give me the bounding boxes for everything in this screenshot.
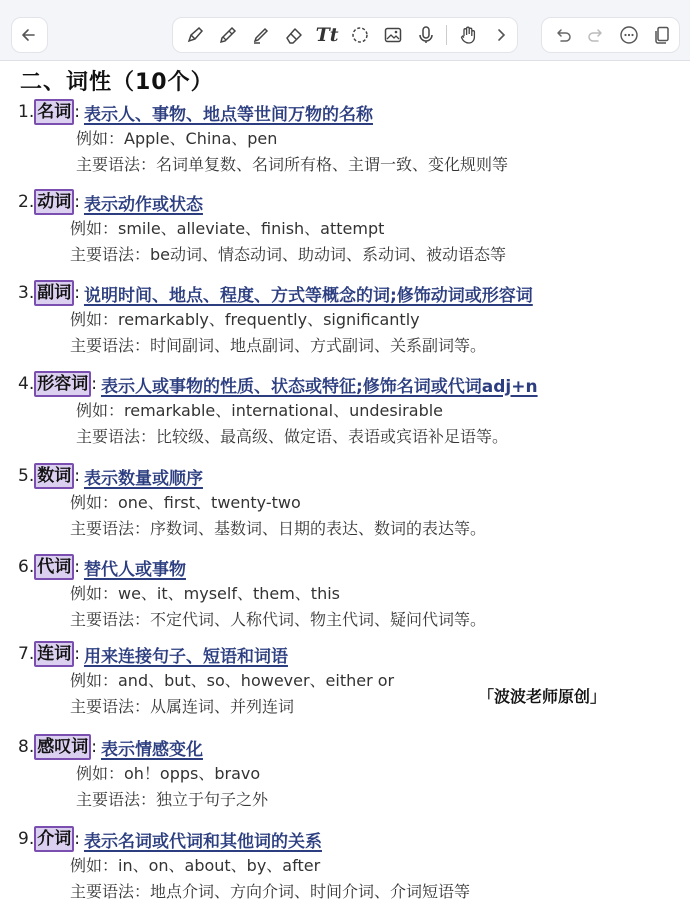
entry-example: 例如：in、on、about、by、after — [70, 856, 321, 875]
entry-definition: 表示人或事物的性质、状态或特征;修饰名词或代词adj+n — [100, 376, 538, 397]
entry-definition: 表示情感变化 — [100, 739, 203, 760]
eraser-icon[interactable] — [278, 17, 311, 53]
entry-item — [18, 370, 678, 450]
entry-grammar: 主要语法：地点介词、方向介词、时间介词、介词短语等 — [70, 882, 471, 901]
entry-heading — [18, 733, 678, 761]
entry-term: 动词 — [34, 189, 74, 215]
undo-icon[interactable] — [546, 17, 579, 53]
entry-colon: : — [74, 466, 80, 486]
entry-number: 8. — [18, 737, 35, 757]
text-tool-glyph: Tt — [315, 24, 339, 46]
entry-term: 连词 — [34, 641, 74, 667]
entry-term: 代词 — [34, 554, 74, 580]
entry-number: 9. — [18, 829, 35, 849]
entry-item — [18, 98, 678, 178]
entry-example: 例如：Apple、China、pen — [76, 129, 278, 148]
entry-colon: : — [74, 829, 80, 849]
hand-icon[interactable] — [451, 17, 484, 53]
note-page — [0, 60, 690, 920]
entry-item — [18, 279, 678, 359]
entry-grammar: 主要语法：不定代词、人称代词、物主代词、疑问代词等。 — [70, 610, 487, 629]
entry-number: 1. — [18, 102, 35, 122]
entry-heading — [18, 462, 678, 490]
back-button[interactable] — [11, 17, 48, 53]
entry-example: 例如：and、but、so、however、either or — [70, 671, 395, 690]
watermark: 「波波老师原创」 — [478, 687, 607, 706]
entry-colon: : — [74, 192, 80, 212]
section-title: 二、词性（10个） — [20, 70, 214, 95]
history-controls — [541, 17, 680, 53]
entry-definition: 替代人或事物 — [83, 559, 186, 580]
entry-term: 副词 — [34, 280, 74, 306]
toolbar-divider — [446, 25, 447, 45]
entry-grammar: 主要语法：独立于句子之外 — [76, 790, 269, 809]
entry-term: 形容词 — [34, 371, 91, 397]
entry-grammar: 主要语法：序数词、基数词、日期的表达、数词的表达等。 — [70, 519, 487, 538]
text-tool-icon[interactable] — [311, 17, 344, 53]
redo-icon[interactable] — [579, 17, 612, 53]
entry-colon: : — [91, 737, 97, 757]
entry-term: 数词 — [34, 463, 74, 489]
entry-colon: : — [91, 374, 97, 394]
entry-definition: 表示人、事物、地点等世间万物的名称 — [83, 104, 373, 125]
pages-icon[interactable] — [645, 17, 678, 53]
entry-term: 感叹词 — [34, 734, 91, 760]
entry-heading — [18, 279, 678, 307]
entry-number: 5. — [18, 466, 35, 486]
entry-item — [18, 462, 678, 542]
entry-heading — [18, 640, 678, 668]
entry-colon: : — [74, 283, 80, 303]
toolbar — [0, 0, 690, 61]
entry-definition: 用来连接句子、短语和词语 — [83, 646, 288, 667]
microphone-icon[interactable] — [409, 17, 442, 53]
entry-grammar: 主要语法：时间副词、地点副词、方式副词、关系副词等。 — [70, 336, 487, 355]
entry-example: 例如：oh！opps、bravo — [76, 764, 261, 783]
entry-example: 例如：we、it、myself、them、this — [70, 584, 341, 603]
lasso-icon[interactable] — [344, 17, 377, 53]
pen-icon[interactable] — [179, 17, 212, 53]
entry-grammar: 主要语法：名词单复数、名词所有格、主谓一致、变化规则等 — [76, 155, 509, 174]
chevron-right-icon[interactable] — [484, 17, 517, 53]
entry-definition: 表示动作或状态 — [83, 194, 203, 215]
entry-heading — [18, 825, 678, 853]
image-icon[interactable] — [376, 17, 409, 53]
entry-item — [18, 825, 678, 905]
entry-item — [18, 640, 678, 720]
entry-colon: : — [74, 644, 80, 664]
pencil-icon[interactable] — [212, 17, 245, 53]
entry-heading — [18, 188, 678, 216]
entry-heading — [18, 370, 678, 398]
entry-item — [18, 553, 678, 633]
tool-palette — [172, 17, 518, 53]
entry-number: 6. — [18, 557, 35, 577]
entry-heading — [18, 98, 678, 126]
entry-grammar: 主要语法：从属连词、并列连词 — [70, 697, 295, 716]
entry-example: 例如：remarkable、international、undesirable — [76, 401, 444, 420]
entry-example: 例如：remarkably、frequently、significantly — [70, 310, 420, 329]
back-arrow-icon[interactable] — [12, 17, 45, 53]
entry-definition: 说明时间、地点、程度、方式等概念的词;修饰动词或形容词 — [83, 285, 533, 306]
entry-example: 例如：one、first、twenty-two — [70, 493, 301, 512]
entry-term: 名词 — [34, 99, 74, 125]
more-icon[interactable] — [612, 17, 645, 53]
entry-example: 例如：smile、alleviate、finish、attempt — [70, 219, 385, 238]
entry-definition: 表示数量或顺序 — [83, 468, 203, 489]
entry-definition: 表示名词或代词和其他词的关系 — [83, 831, 322, 852]
entry-number: 3. — [18, 283, 35, 303]
entry-number: 7. — [18, 644, 35, 664]
entry-colon: : — [74, 557, 80, 577]
entry-grammar: 主要语法：be动词、情态动词、助动词、系动词、被动语态等 — [70, 245, 507, 264]
entry-colon: : — [74, 102, 80, 122]
entry-number: 2. — [18, 192, 35, 212]
entry-item — [18, 188, 678, 268]
entry-number: 4. — [18, 374, 35, 394]
entry-term: 介词 — [34, 826, 74, 852]
entry-item — [18, 733, 678, 813]
entry-grammar: 主要语法：比较级、最高级、做定语、表语或宾语补足语等。 — [76, 427, 509, 446]
entry-heading — [18, 553, 678, 581]
highlighter-icon[interactable] — [245, 17, 278, 53]
